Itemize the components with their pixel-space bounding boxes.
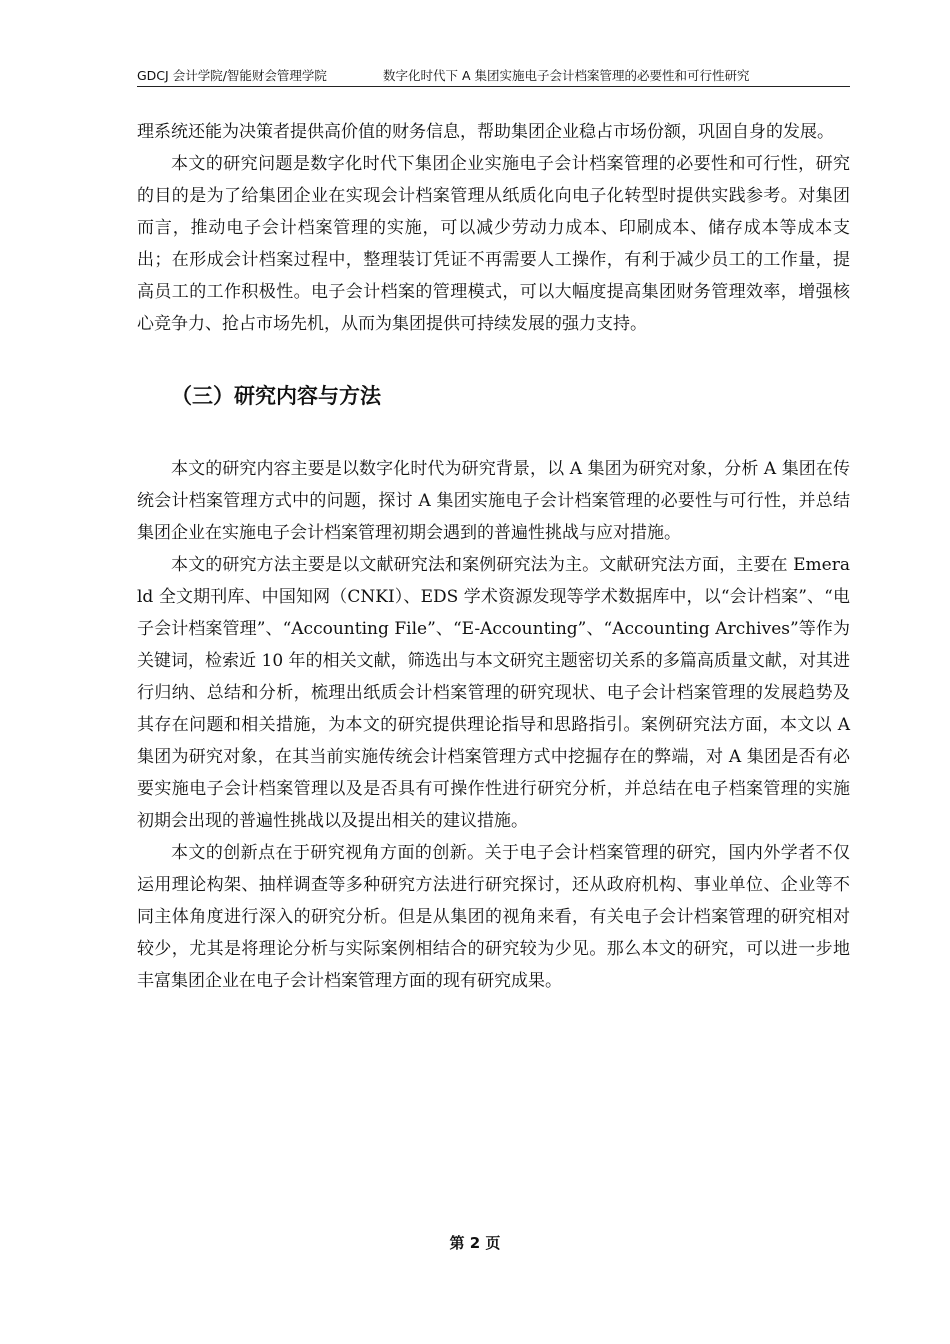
paragraph-innovation: 本文的创新点在于研究视角方面的创新。关于电子会计档案管理的研究，国内外学者不仅运用理论构架、抽样调查等多种研究方法进行研究探讨，还从政府机构、事业单位、企业等不同主体角度进行深入的研究分析。但是从集团的视角来看，有关电子会计档案管理的研究相对较少，尤其是将理论分析与实际案例相结合的研究较为少见。那么本文的研究，可以进一步地丰富集团企业在电子会计档案管理方面的现有研究成果。 bbox=[137, 843, 850, 991]
paragraph-research-question: 本文的研究问题是数字化时代下集团企业实施电子会计档案管理的必要性和可行性，研究的目的是为了给集团企业在实现会计档案管理从纸质化向电子化转型时提供实践参考。对集团而言，推动电子会计档案管理的实施，可以减少劳动力成本、印刷成本、储存成本等成本支出；在形成会计档案过程中，整理装订凭证不再需要人工操作，有利于减少员工的工作量，提高员工的工作积极性。电子会计档案的管理模式，可以大幅度提高集团财务管理效率，增强核心竞争力、抢占市场先机，从而为集团提供可持续发展的强力支持。 bbox=[137, 154, 850, 334]
page-number: 第 2 页 bbox=[449, 1234, 501, 1252]
paragraph-research-method: 本文的研究方法主要是以文献研究法和案例研究法为主。文献研究法方面，主要在 Emerald 全文期刊库、中国知网（CNKI）、EDS 学术资源发现等学术数据库中，以“会计档案”、“电子会计档案管理”、“Accounting File”、“E-Accounting”、“Accounting Archives”等作为关键词，检索近 10 年的相关文献，筛选出与本文研究主题密切关系的多篇高质量文献，对其进行归纳、总结和分析，梳理出纸质会计档案管理的研究现状、电子会计档案管理的发展趋势及其存在问题和相关措施，为本文的研究提供理论指导和思路指引。案例研究法方面，本文以 A 集团为研究对象，在其当前实施传统会计档案管理方式中挖掘存在的弊端，对 A 集团是否有必要实施电子会计档案管理以及是否具有可操作性进行研究分析，并总结在电子档案管理的实施初期会出现的普遍性挑战以及提出相关的建议措施。 bbox=[137, 555, 850, 831]
header-document-title: 数字化时代下 A 集团实施电子会计档案管理的必要性和可行性研究 bbox=[383, 68, 750, 83]
paragraph-research-content: 本文的研究内容主要是以数字化时代为研究背景，以 A 集团为研究对象，分析 A 集团在传统会计档案管理方式中的问题，探讨 A 集团实施电子会计档案管理的必要性与可行性，并总结集团企业在实施电子会计档案管理初期会遇到的普遍性挑战与应对措施。 bbox=[137, 459, 850, 543]
page-content bbox=[137, 116, 850, 997]
paragraph-continuation: 理系统还能为决策者提供高价值的财务信息，帮助集团企业稳占市场份额，巩固自身的发展。 bbox=[137, 122, 834, 142]
header-school-name: GDCJ 会计学院/智能财会管理学院 bbox=[137, 68, 327, 83]
page-header bbox=[137, 66, 850, 87]
section-heading: （三）研究内容与方法 bbox=[171, 384, 381, 408]
